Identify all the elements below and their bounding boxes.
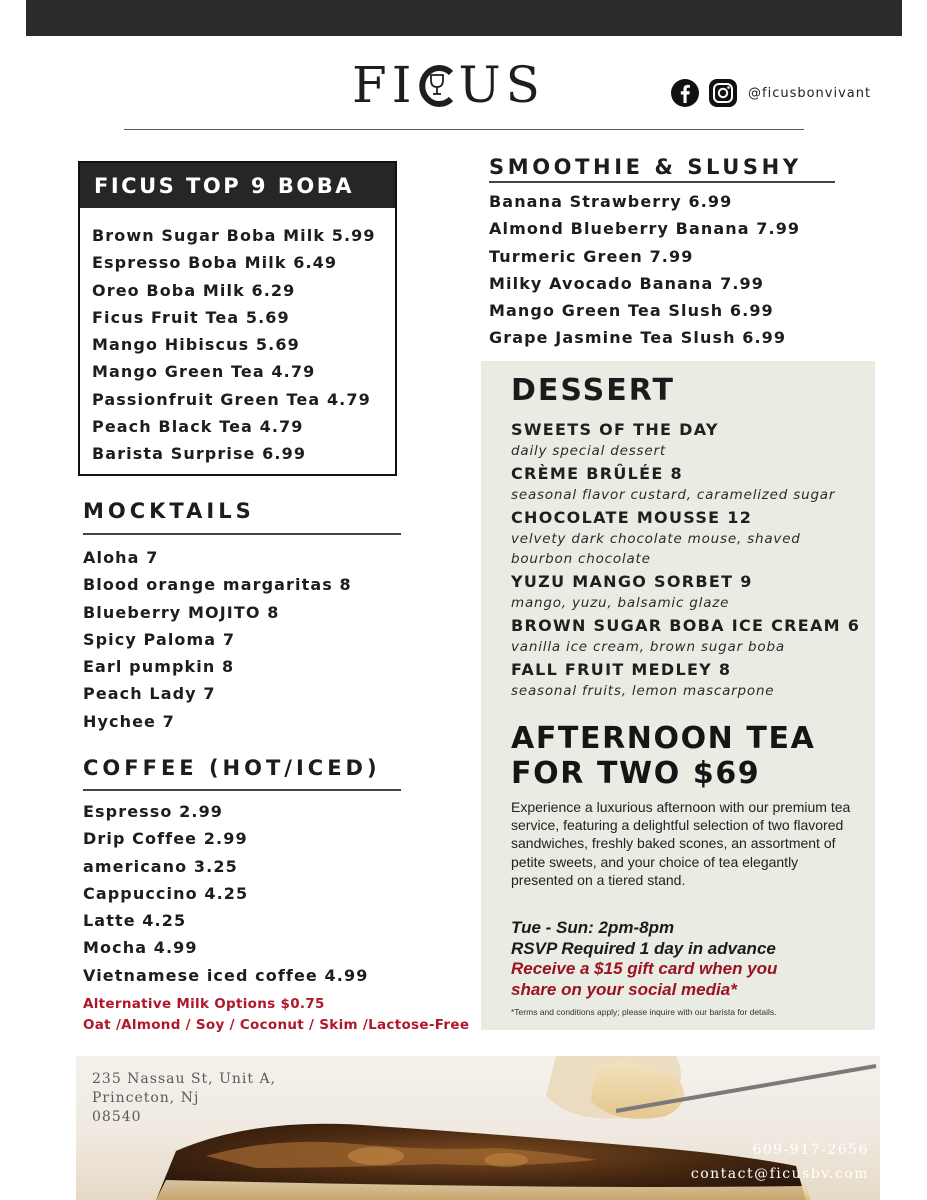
mocktails-divider xyxy=(83,533,401,535)
smoothie-list xyxy=(489,188,800,352)
coffee-item: Espresso 2.99 xyxy=(83,802,224,821)
coffee-title: COFFEE (HOT/ICED) xyxy=(83,756,381,780)
boba-item: Mango Green Tea 4.79 xyxy=(92,362,316,382)
boba-item: Espresso Boba Milk 6.49 xyxy=(92,253,338,273)
mocktail-item: Blood orange margaritas 8 xyxy=(83,575,352,595)
dessert-item-name: CHOCOLATE MOUSSE 12 xyxy=(511,508,753,527)
dessert-item-name: YUZU MANGO SORBET 9 xyxy=(511,572,753,591)
boba-section xyxy=(78,161,397,476)
boba-item: Ficus Fruit Tea 5.69 xyxy=(92,307,290,327)
mocktail-item: Hychee 7 xyxy=(83,711,175,731)
boba-item: Mango Hibiscus 5.69 xyxy=(92,335,300,355)
facebook-icon[interactable] xyxy=(670,78,700,108)
email-address[interactable]: contact@ficusbv.com xyxy=(690,1166,869,1182)
afternoon-tea-description: Experience a luxurious afternoon with our premium tea service, featuring a delightful selection of two flavored sandwiches, freshly baked scones, an assortment of petite sweets, and your choice of tea elegantly presented on a tiered stand. xyxy=(511,799,851,888)
boba-list xyxy=(80,208,395,468)
afternoon-tea-promo-line2: share on your social media* xyxy=(511,979,737,999)
address-line1: 235 Nassau St, Unit A, xyxy=(92,1071,276,1087)
afternoon-tea-title-line1: AFTERNOON TEA xyxy=(511,721,816,756)
smoothie-item: Almond Blueberry Banana 7.99 xyxy=(489,219,801,239)
header-divider xyxy=(124,129,804,130)
ficus-logo: F I U S xyxy=(352,56,545,114)
mocktail-item: Aloha 7 xyxy=(83,548,159,567)
smoothie-item: Grape Jasmine Tea Slush 6.99 xyxy=(489,328,787,348)
coffee-item: Vietnamese iced coffee 4.99 xyxy=(83,965,369,985)
phone-number[interactable]: 609-917-2656 xyxy=(752,1142,869,1158)
dessert-item-desc: seasonal fruits, lemon mascarpone xyxy=(511,683,775,699)
mocktail-item: Earl pumpkin 8 xyxy=(83,657,235,677)
alt-milk-options: Oat /Almond / Soy / Coconut / Skim /Lactose-Free xyxy=(83,1017,470,1033)
dessert-title: DESSERT xyxy=(511,373,675,408)
top-bar xyxy=(26,0,902,36)
smoothie-item: Milky Avocado Banana 7.99 xyxy=(489,273,764,293)
afternoon-tea-title-line2: FOR TWO $69 xyxy=(511,756,761,791)
alt-milk-price: Alternative Milk Options $0.75 xyxy=(83,996,325,1012)
terms-note: *Terms and conditions apply; please inquire with our barista for details. xyxy=(511,1007,777,1017)
address-line2: Princeton, Nj xyxy=(92,1090,200,1106)
afternoon-tea-title xyxy=(511,721,815,791)
afternoon-tea-info xyxy=(511,918,777,1000)
dessert-list xyxy=(511,419,861,703)
mocktails-title: MOCKTAILS xyxy=(83,499,255,523)
dessert-item-name: FALL FRUIT MEDLEY 8 xyxy=(511,660,732,679)
coffee-divider xyxy=(83,789,401,791)
address-line3: 08540 xyxy=(92,1109,142,1125)
dessert-item-name: CRÈME BRÛLÉE 8 xyxy=(511,464,683,483)
mocktail-item: Spicy Paloma 7 xyxy=(83,629,236,649)
boba-item: Oreo Boba Milk 6.29 xyxy=(92,280,296,300)
afternoon-tea-promo-line1: Receive a $15 gift card when you xyxy=(511,959,778,978)
dessert-item-desc: velvety dark chocolate mouse, shaved bourbon chocolate xyxy=(511,531,801,567)
boba-item: Barista Surprise 6.99 xyxy=(92,444,307,464)
dessert-item-name: SWEETS OF THE DAY xyxy=(511,420,719,439)
mocktail-item: Blueberry MOJITO 8 xyxy=(83,602,280,622)
dessert-item-desc: seasonal flavor custard, caramelized sugar xyxy=(511,487,836,503)
dessert-panel xyxy=(481,361,875,1030)
smoothie-item: Banana Strawberry 6.99 xyxy=(489,192,733,211)
address xyxy=(92,1070,276,1127)
boba-item: Peach Black Tea 4.79 xyxy=(92,417,304,437)
afternoon-tea-rsvp: RSVP Required 1 day in advance xyxy=(511,938,776,958)
coffee-item: Drip Coffee 2.99 xyxy=(83,829,248,849)
coffee-item: Latte 4.25 xyxy=(83,911,187,931)
dessert-item-desc: vanilla ice cream, brown sugar boba xyxy=(511,639,785,655)
boba-item: Passionfruit Green Tea 4.79 xyxy=(92,389,371,409)
boba-header xyxy=(80,163,395,208)
boba-title: FICUS TOP 9 BOBA xyxy=(94,173,354,198)
smoothie-item: Mango Green Tea Slush 6.99 xyxy=(489,301,774,321)
coffee-list xyxy=(83,798,368,989)
social-links xyxy=(670,78,871,108)
boba-item: Brown Sugar Boba Milk 5.99 xyxy=(92,226,376,245)
social-handle: @ficusbonvivant xyxy=(748,85,872,101)
coffee-item: americano 3.25 xyxy=(83,856,238,876)
dessert-item-desc: daily special dessert xyxy=(511,443,666,459)
coffee-item: Mocha 4.99 xyxy=(83,938,198,958)
mocktail-item: Peach Lady 7 xyxy=(83,684,216,704)
afternoon-tea-hours: Tue - Sun: 2pm-8pm xyxy=(511,918,675,937)
dessert-item-name: BROWN SUGAR BOBA ICE CREAM 6 xyxy=(511,616,861,635)
dessert-item-desc: mango, yuzu, balsamic glaze xyxy=(511,595,730,611)
smoothie-title: SMOOTHIE & SLUSHY xyxy=(489,155,802,179)
smoothie-item: Turmeric Green 7.99 xyxy=(489,246,694,266)
smoothie-divider xyxy=(489,181,835,183)
instagram-icon[interactable] xyxy=(708,78,738,108)
mocktails-list xyxy=(83,544,352,735)
wine-glass-c-logo-mark xyxy=(418,63,456,107)
coffee-item: Cappuccino 4.25 xyxy=(83,883,249,903)
